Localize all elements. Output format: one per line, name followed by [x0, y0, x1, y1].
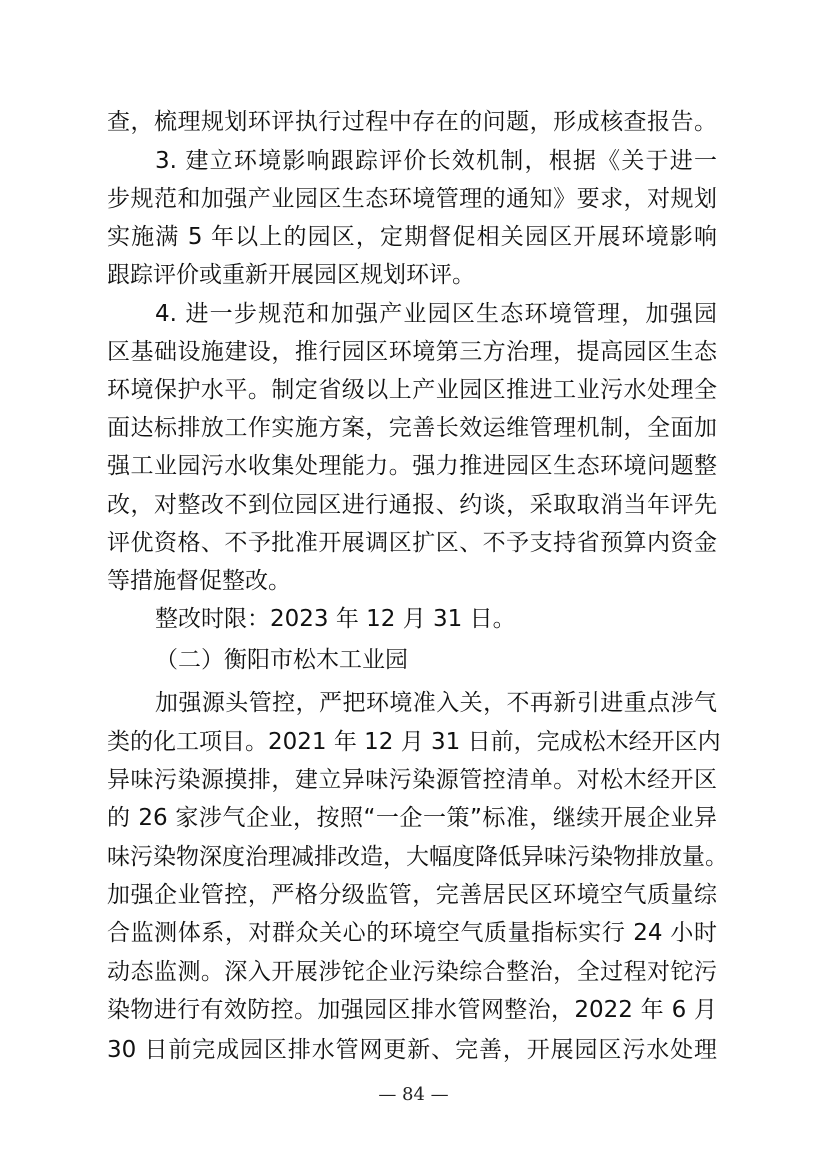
- text-line: （二）衡阳市松木工业园: [155, 647, 408, 673]
- text-line: 面达标排放工作实施方案，完善长效运维管理机制，全面加: [107, 415, 717, 441]
- text-line: 4. 进一步规范和加强产业园区生态环境管理，加强园: [155, 301, 717, 327]
- text-line: 异味污染源摸排，建立异味污染源管控清单。对松木经开区: [107, 767, 717, 793]
- text-line: 区基础设施建设，推行园区环境第三方治理，提高园区生态: [107, 339, 717, 365]
- page-number: — 84 —: [378, 1084, 449, 1105]
- text-line: 整改时限：2023 年 12 月 31 日。: [155, 606, 516, 632]
- text-line: 的 26 家涉气企业，按照“一企一策”标准，继续开展企业异: [107, 805, 717, 831]
- text-line: 改，对整改不到位园区进行通报、约谈，采取取消当年评先: [107, 492, 717, 518]
- text-line: 评优资格、不予批准开展调区扩区、不予支持省预算内资金: [107, 530, 717, 556]
- text-line: 环境保护水平。制定省级以上产业园区推进工业污水处理全: [107, 377, 717, 403]
- text-line: 合监测体系，对群众关心的环境空气质量指标实行 24 小时: [107, 920, 717, 946]
- text-line: 等措施督促整改。: [107, 568, 291, 594]
- text-line: 实施满 5 年以上的园区，定期督促相关园区开展环境影响: [107, 224, 717, 250]
- text-line: 加强源头管控，严把环境准入关，不再新引进重点涉气: [155, 690, 717, 716]
- text-line: 强工业园污水收集处理能力。强力推进园区生态环境问题整: [107, 453, 717, 479]
- text-line: 动态监测。深入开展涉铊企业污染综合整治，全过程对铊污: [107, 959, 717, 985]
- text-line: 味污染物深度治理减排改造，大幅度降低异味污染物排放量。: [107, 844, 728, 870]
- text-line: 查，梳理规划环评执行过程中存在的问题，形成核查报告。: [107, 109, 717, 135]
- text-line: 加强企业管控，严格分级监管，完善居民区环境空气质量综: [107, 882, 717, 908]
- text-line: 类的化工项目。2021 年 12 月 31 日前，完成松木经开区内: [107, 729, 721, 755]
- text-line: 染物进行有效防控。加强园区排水管网整治，2022 年 6 月: [107, 997, 717, 1023]
- text-line: 步规范和加强产业园区生态环境管理的通知》要求，对规划: [107, 186, 717, 212]
- text-line: 30 日前完成园区排水管网更新、完善，开展园区污水处理: [107, 1037, 717, 1063]
- text-line: 跟踪评价或重新开展园区规划环评。: [107, 262, 475, 288]
- text-line: 3. 建立环境影响跟踪评价长效机制，根据《关于进一: [155, 148, 717, 174]
